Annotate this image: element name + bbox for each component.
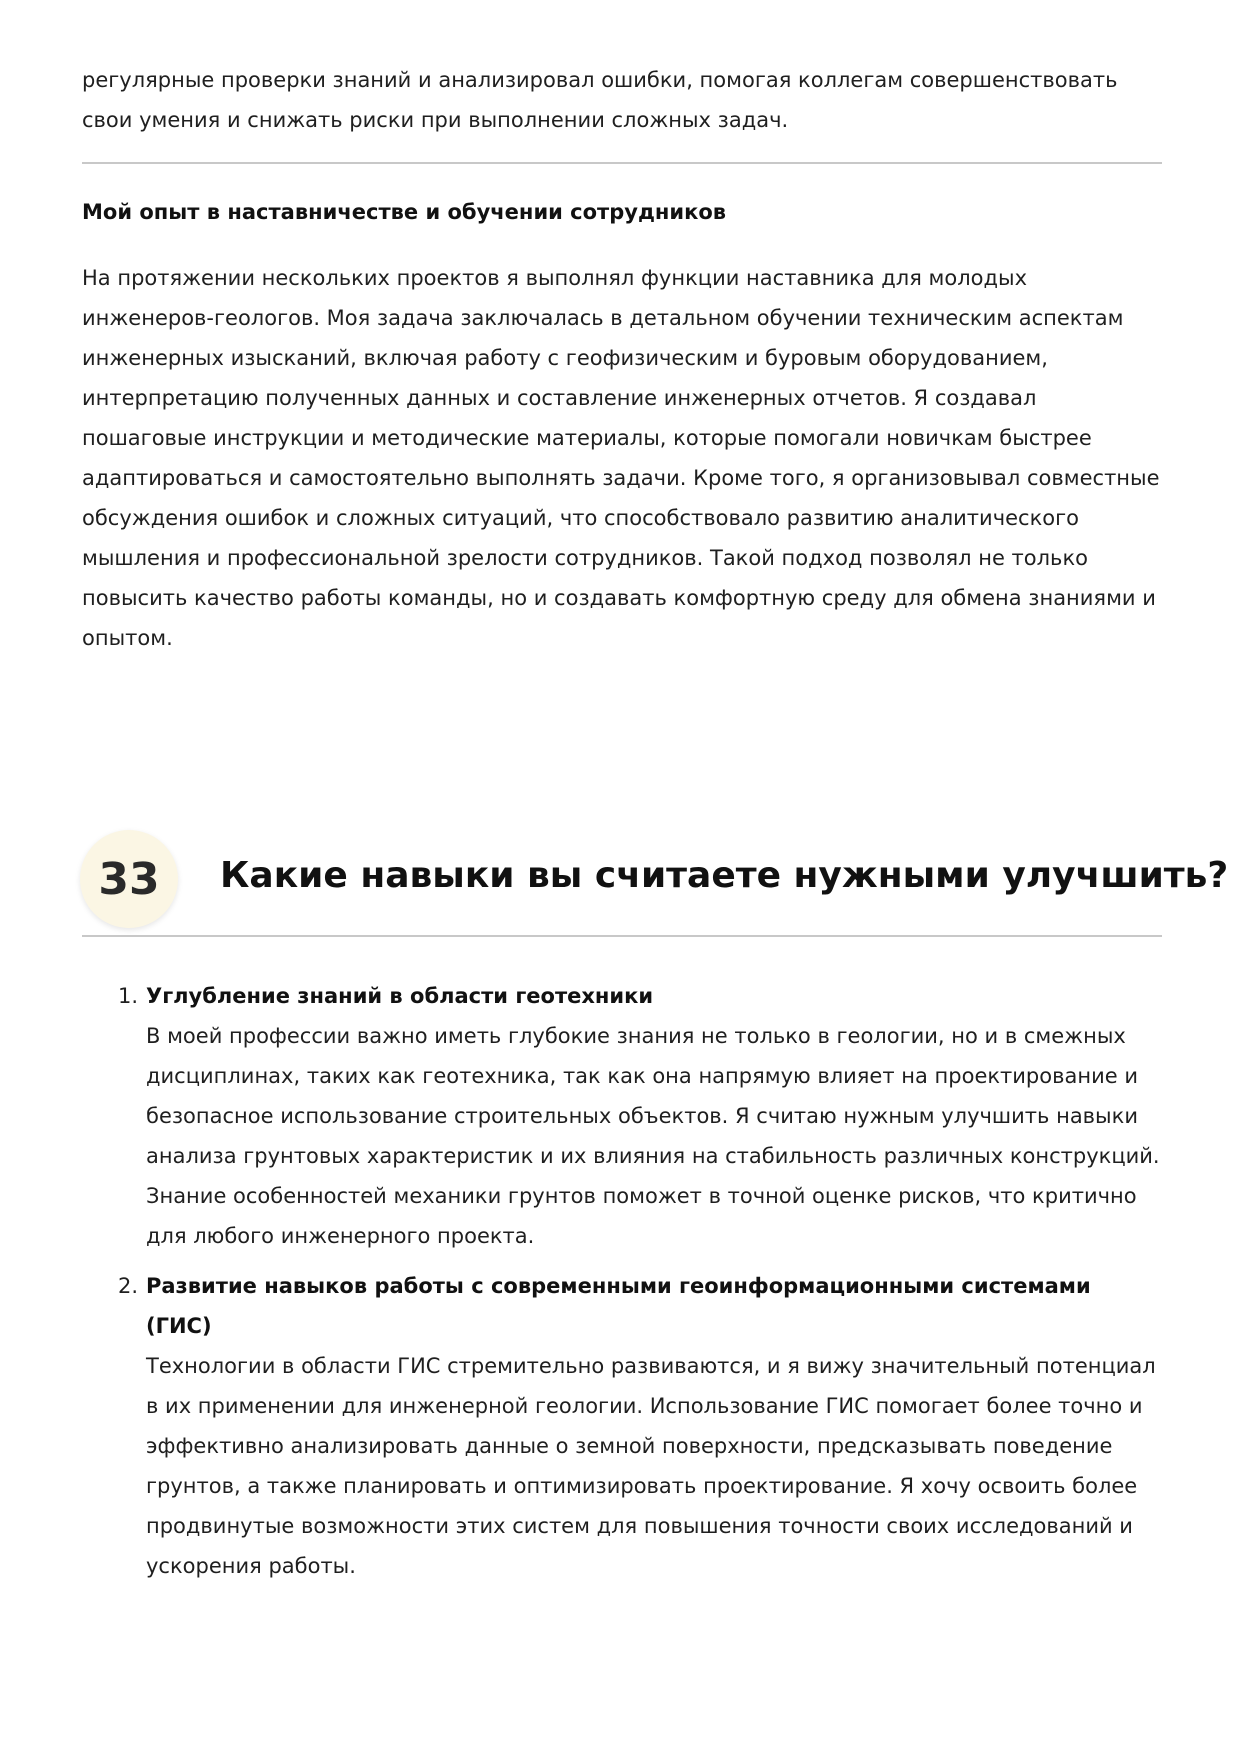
mentoring-paragraph: На протяжении нескольких проектов я выполнял функции наставника для молодых инженеров-геологов. Моя задача заключалась в детальном обучении техническим аспектам инженерных изысканий, включая работу с геофизическим и буровым оборудованием, интерпретацию полученных данных и составление инженерных отчетов. Я создавал пошаговые инструкции и методические материалы, которые помогали новичкам быстрее адаптироваться и самостоятельно выполнять задачи. Кроме того, я организовывал совместные обсуждения ошибок и сложных ситуаций, что способствовало развитию аналитического мышления и профессиональной зрелости сотрудников. Такой подход позволял не только повысить качество работы команды, но и создавать комфортную среду для обмена знаниями и опытом. [82, 266, 1160, 650]
mentoring-heading: Мой опыт в наставничестве и обучении сотрудников [82, 200, 727, 224]
list-item-title: Развитие навыков работы с современными геоинформационными системами (ГИС) [146, 1274, 1091, 1338]
question-divider [82, 935, 1162, 937]
list-item-number: 1. [118, 984, 139, 1008]
section-divider [82, 162, 1162, 164]
question-number-badge: 33 [80, 830, 178, 928]
list-item-number: 2. [118, 1274, 139, 1298]
list-item-text: Технологии в области ГИС стремительно развиваются, и я вижу значительный потенциал в их применении для инженерной геологии. Использование ГИС помогает более точно и эффективно анализировать данные о земной поверхности, предсказывать поведение грунтов, а также планировать и оптимизировать проектирование. Я хочу освоить более продвинутые возможности этих систем для повышения точности своих исследований и ускорения работы. [146, 1354, 1156, 1578]
intro-continuation-paragraph: регулярные проверки знаний и анализировал ошибки, помогая коллегам совершенствовать свои умения и снижать риски при выполнении сложных задач. [82, 68, 1118, 132]
list-item [82, 976, 1162, 1256]
skills-list [82, 976, 1162, 1596]
list-item [82, 1266, 1162, 1586]
question-title: Какие навыки вы считаете нужными улучшить? [220, 855, 1229, 896]
list-item-text: В моей профессии важно иметь глубокие знания не только в геологии, но и в смежных дисциплинах, таких как геотехника, так как она напрямую влияет на проектирование и безопасное использование строительных объектов. Я считаю нужным улучшить навыки анализа грунтовых характеристик и их влияния на стабильность различных конструкций. Знание особенностей механики грунтов поможет в точной оценке рисков, что критично для любого инженерного проекта. [146, 1024, 1160, 1248]
list-item-title: Углубление знаний в области геотехники [146, 984, 654, 1008]
